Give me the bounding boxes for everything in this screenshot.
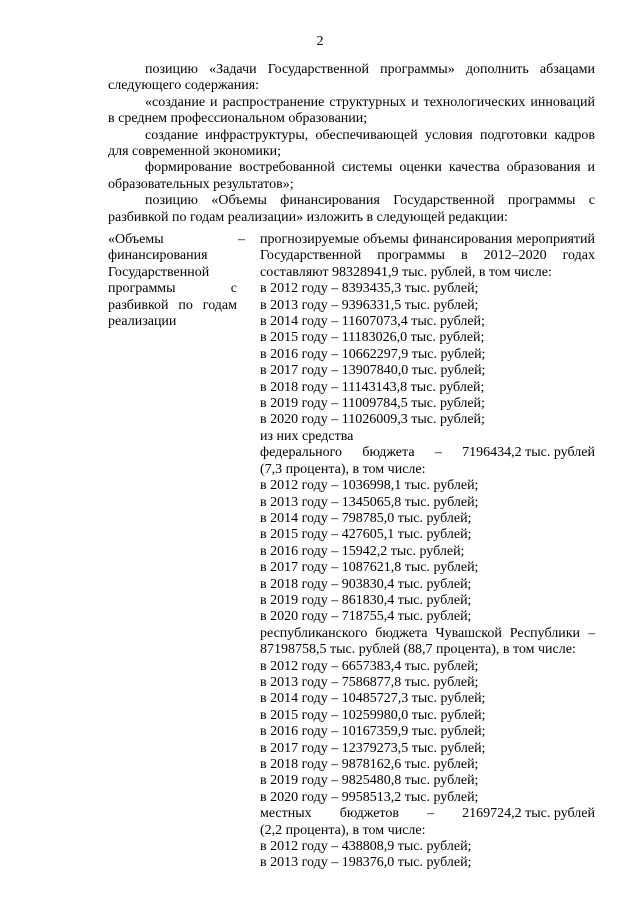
federal-word: бюджета: [362, 445, 415, 461]
total-year-line: в 2018 году – 11143143,8 тыс. рублей;: [260, 379, 485, 395]
republic-year-line: в 2012 году – 6657383,4 тыс. рублей;: [260, 658, 479, 674]
federal-year-line: в 2014 году – 798785,0 тыс. рублей;: [260, 510, 472, 526]
republic-year-line: в 2017 году – 12379273,5 тыс. рублей;: [260, 740, 486, 756]
federal-year-line: в 2013 году – 1345065,8 тыс. рублей;: [260, 494, 479, 510]
republic-year-line: в 2013 году – 7586877,8 тыс. рублей;: [260, 674, 479, 690]
local-word: бюджетов: [339, 806, 399, 822]
financing-label: «Объемы финансирования Государственной программы с разбивкой по годам реализации: [108, 232, 237, 330]
republic-year-line: в 2016 году – 10167359,9 тыс. рублей;: [260, 724, 486, 740]
label-dash: –: [238, 232, 245, 247]
total-year-line: в 2012 году – 8393435,3 тыс. рублей;: [260, 281, 479, 297]
page-number: 2: [316, 34, 324, 49]
total-year-line: в 2015 году – 11183026,0 тыс. рублей;: [260, 330, 485, 346]
federal-amount: 7196434,2 тыс. рублей: [462, 445, 595, 461]
republic-year-line: в 2014 году – 10485727,3 тыс. рублей;: [260, 691, 486, 707]
federal-year-line: в 2018 году – 903830,4 тыс. рублей;: [260, 576, 472, 592]
local-budget-line: [260, 806, 595, 822]
paragraph: «создание и распространение структурных и технологических инноваций в среднем профессиональном образовании;: [108, 94, 595, 127]
federal-year-line: в 2012 году – 1036998,1 тыс. рублей;: [260, 478, 479, 494]
paragraph: формирование востребованной системы оценки качества образования и образовательных результатов»;: [108, 160, 595, 192]
total-year-line: в 2019 году – 11009784,5 тыс. рублей;: [260, 396, 485, 412]
financing-details: [260, 232, 595, 872]
federal-year-line: в 2016 году – 15942,2 тыс. рублей;: [260, 543, 465, 559]
from-them-line: из них средства: [260, 428, 354, 444]
republic-budget-text: республиканского бюджета Чувашской Республики – 87198758,5 тыс. рублей (88,7 процента), в том числе:: [260, 625, 595, 658]
local-year-line: в 2012 году – 438808,9 тыс. рублей;: [260, 839, 472, 855]
total-year-line: в 2013 году – 9396331,5 тыс. рублей;: [260, 297, 479, 313]
federal-year-line: в 2020 году – 718755,4 тыс. рублей;: [260, 609, 472, 625]
republic-year-line: в 2018 году – 9878162,6 тыс. рублей;: [260, 757, 479, 772]
republic-year-line: в 2015 году – 10259980,0 тыс. рублей;: [260, 707, 486, 723]
federal-year-line: в 2015 году – 427605,1 тыс. рублей;: [260, 527, 472, 543]
local-year-line: в 2013 году – 198376,0 тыс. рублей;: [260, 855, 472, 871]
paragraph: позицию «Задачи Государственной программы» дополнить абзацами следующего содержания:: [108, 62, 595, 94]
total-year-line: в 2020 году – 11026009,3 тыс. рублей;: [260, 412, 485, 428]
federal-word: федерального: [260, 445, 343, 461]
intro-text: [108, 62, 595, 226]
local-word: местных: [260, 806, 312, 822]
federal-word: –: [434, 445, 442, 461]
local-budget-cont: (2,2 процента), в том числе:: [260, 822, 426, 838]
federal-budget-line: [260, 445, 595, 461]
total-year-line: в 2017 году – 13907840,0 тыс. рублей;: [260, 363, 486, 379]
local-word: –: [427, 806, 435, 822]
federal-year-line: в 2019 году – 861830,4 тыс. рублей;: [260, 592, 472, 608]
local-amount: 2169724,2 тыс. рублей: [462, 806, 595, 822]
paragraph: позицию «Объемы финансирования Государственной программы с разбивкой по годам реализации» изложить в следующей редакции:: [108, 193, 595, 225]
federal-budget-cont: (7,3 процента), в том числе:: [260, 461, 426, 477]
total-year-line: в 2016 году – 10662297,9 тыс. рублей;: [260, 346, 486, 362]
paragraph: создание инфраструктуры, обеспечивающей условия подготовки кадров для современной экономики;: [108, 127, 595, 160]
total-year-line: в 2014 году – 11607073,4 тыс. рублей;: [260, 314, 485, 330]
total-text: прогнозируемые объемы финансирования мероприятий Государственной программы в 2012–2020 годах составляют 98328941,9 тыс. рублей, в том числе:: [260, 232, 595, 280]
republic-year-line: в 2020 году – 9958513,2 тыс. рублей;: [260, 789, 479, 805]
federal-year-line: в 2017 году – 1087621,8 тыс. рублей;: [260, 560, 479, 576]
republic-year-line: в 2019 году – 9825480,8 тыс. рублей;: [260, 773, 479, 789]
